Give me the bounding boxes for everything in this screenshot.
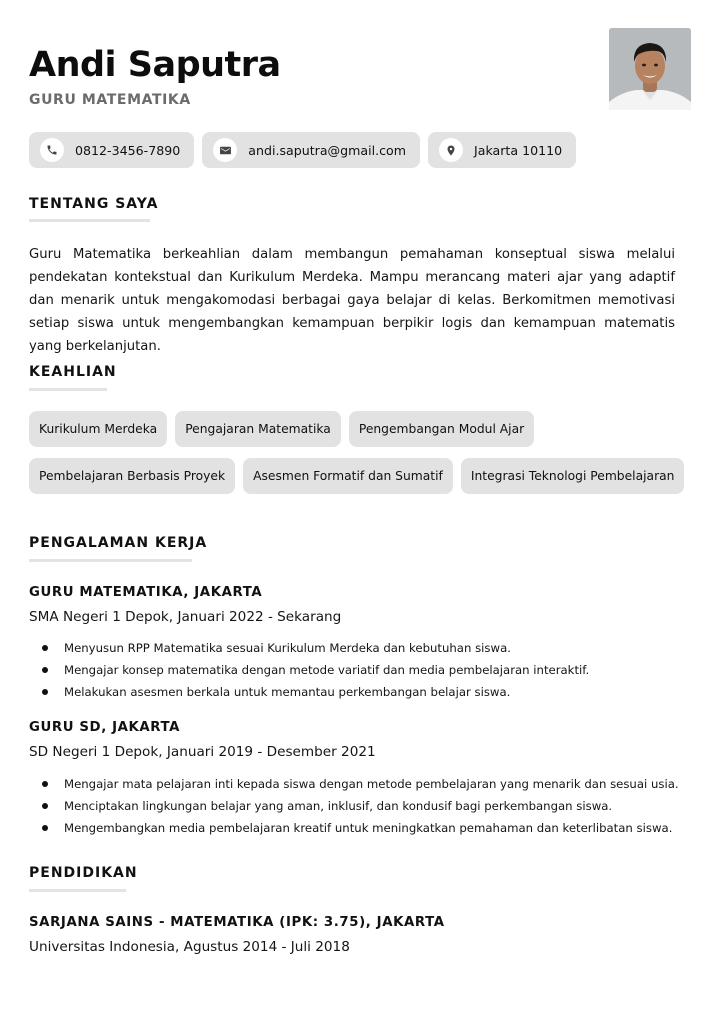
candidate-name: Andi Saputra (29, 45, 281, 85)
bullet-icon (42, 825, 48, 831)
contact-list (29, 132, 576, 168)
candidate-role: GURU MATEMATIKA (29, 92, 191, 108)
profile-photo (609, 28, 691, 110)
job-title: GURU MATEMATIKA, JAKARTA (29, 585, 263, 600)
section-underline (29, 559, 192, 562)
section-title-about: TENTANG SAYA (29, 196, 159, 212)
bullet-text: Menciptakan lingkungan belajar yang aman, inklusif, dan kondusif bagi perkembangan siswa. (64, 799, 613, 813)
bullet-text: Menyusun RPP Matematika sesuai Kurikulum Merdeka dan kebutuhan siswa. (64, 641, 511, 655)
list-item (29, 681, 589, 703)
bullet-icon (42, 781, 48, 787)
job-title: GURU SD, JAKARTA (29, 720, 181, 735)
skill-tag: Pembelajaran Berbasis Proyek (29, 458, 235, 494)
section-underline (29, 388, 107, 391)
phone-icon (40, 138, 64, 162)
contact-location[interactable] (428, 132, 576, 168)
profile-photo-image (609, 28, 691, 110)
skill-list (29, 411, 689, 494)
bullet-icon (42, 667, 48, 673)
list-item (29, 659, 589, 681)
education-school: Universitas Indonesia, Agustus 2014 - Juli 2018 (29, 939, 350, 955)
bullet-text: Melakukan asesmen berkala untuk memantau perkembangan belajar siswa. (64, 685, 511, 699)
skill-tag: Asesmen Formatif dan Sumatif (243, 458, 453, 494)
contact-email[interactable] (202, 132, 420, 168)
section-title-skills: KEAHLIAN (29, 364, 117, 380)
skill-tag: Kurikulum Merdeka (29, 411, 167, 447)
skill-tag: Integrasi Teknologi Pembelajaran (461, 458, 685, 494)
location-pin-icon (439, 138, 463, 162)
list-item (29, 817, 679, 839)
section-title-education: PENDIDIKAN (29, 865, 138, 881)
list-item (29, 773, 679, 795)
bullet-text: Mengajar mata pelajaran inti kepada siswa dengan metode pembelajaran yang menarik dan sesuai usia. (64, 777, 679, 791)
contact-email-text: andi.saputra@gmail.com (248, 142, 407, 158)
section-underline (29, 219, 150, 222)
job-bullets (29, 637, 589, 703)
contact-phone-text: 0812-3456-7890 (75, 142, 181, 158)
list-item (29, 637, 589, 659)
job-subtitle: SMA Negeri 1 Depok, Januari 2022 - Sekarang (29, 609, 342, 625)
about-text: Guru Matematika berkeahlian dalam membangun pemahaman konseptual siswa melalui pendekatan kontekstual dan Kurikulum Merdeka. Mampu merancang materi ajar yang adaptif dan menarik untuk mengakomodasi berbagai gaya belajar di kelas. Berkomitmen memotivasi setiap siswa untuk mengembangkan kemampuan berpikir logis dan kemampuan matematis yang berkelanjutan. (29, 247, 675, 354)
education-degree: SARJANA SAINS - MATEMATIKA (IPK: 3.75), JAKARTA (29, 915, 445, 930)
section-title-experience: PENGALAMAN KERJA (29, 535, 208, 551)
bullet-text: Mengembangkan media pembelajaran kreatif untuk meningkatkan pemahaman dan keterlibatan siswa. (64, 821, 673, 835)
bullet-text: Mengajar konsep matematika dengan metode variatif dan media pembelajaran interaktif. (64, 663, 590, 677)
list-item (29, 795, 679, 817)
section-underline (29, 889, 126, 892)
skill-tag: Pengembangan Modul Ajar (349, 411, 534, 447)
job-subtitle: SD Negeri 1 Depok, Januari 2019 - Desember 2021 (29, 744, 376, 760)
mail-icon (213, 138, 237, 162)
contact-location-text: Jakarta 10110 (474, 142, 563, 158)
skill-tag: Pengajaran Matematika (175, 411, 341, 447)
bullet-icon (42, 689, 48, 695)
contact-phone[interactable] (29, 132, 194, 168)
bullet-icon (42, 803, 48, 809)
job-bullets (29, 773, 679, 839)
bullet-icon (42, 645, 48, 651)
